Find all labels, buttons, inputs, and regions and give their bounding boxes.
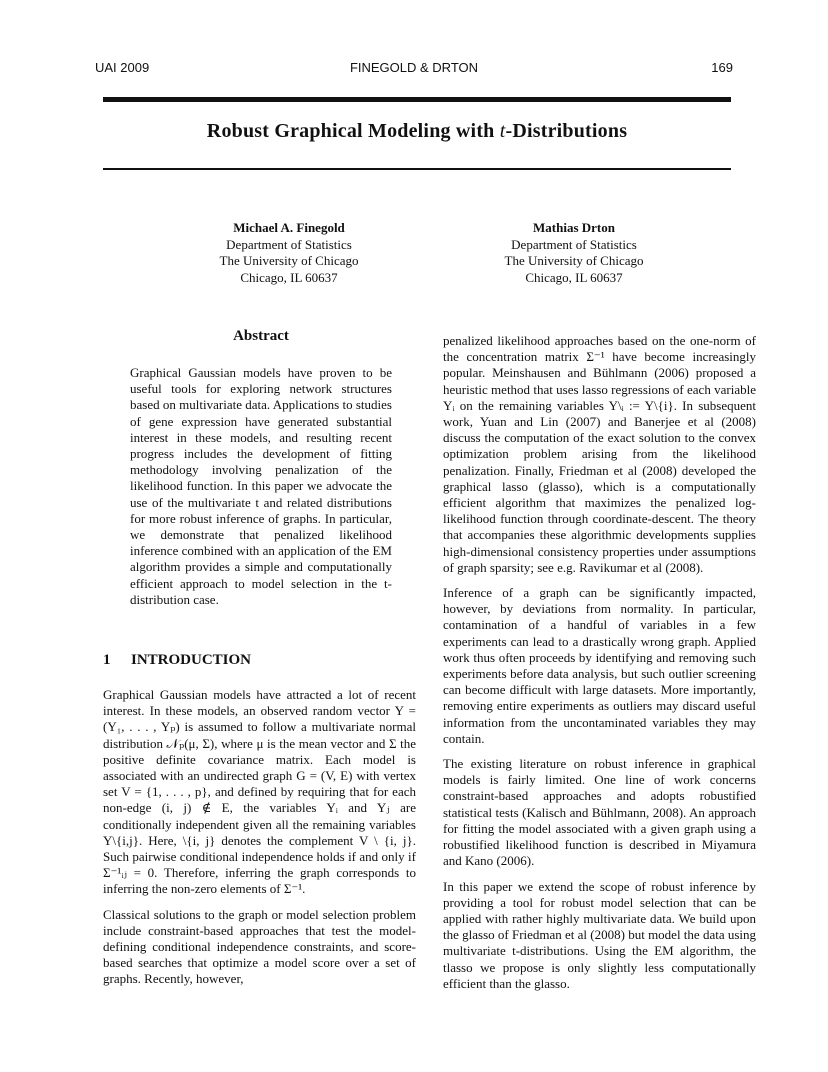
right-column — [443, 333, 756, 992]
paragraph: Classical solutions to the graph or model selection problem include constraint-based approaches that test the model-defining conditional independence constraints, and score-based searches that optimize a model score over a set of graphs. Recently, however, — [103, 906, 416, 987]
paragraph: penalized likelihood approaches based on the one-norm of the concentration matrix Σ⁻¹ have become increasingly popular. Meinshausen and Bühlmann (2006) proposed a heuristic method that uses lasso regressions of each variable Yᵢ on the remaining variables Y\ᵢ := Y\{i}. In subsequent work, Yuan and Lin (2007) and Banerjee et al (2008) discuss the computation of the exact solution to the convex optimization problem arising from the likelihood penalization. Finally, Friedman et al (2008) developed the graphical lasso (glasso), which is a computationally efficient algorithm that maximizes the penalized log-likelihood function through coordinate-descent. The theory that accompanies these algorithmic developments supplies high-dimensional consistency properties under assumptions of graph sparsity; see e.g. Ravikumar et al (2008). — [443, 333, 756, 575]
title-bottom-rule — [103, 168, 731, 170]
author-university: The University of Chicago — [504, 253, 644, 268]
abstract-heading: Abstract — [233, 328, 289, 344]
section-number: 1 — [103, 652, 111, 668]
header-page-number: 169 — [711, 60, 733, 75]
title-italic: t — [499, 120, 506, 142]
author-block-1 — [169, 220, 409, 286]
paragraph: Graphical Gaussian models have attracted a lot of recent interest. In these models, an observed random vector Y = (Y₁, . . . , Yₚ) is assumed to follow a multivariate normal distribution 𝒩ₚ(μ, Σ), where μ is the mean vector and Σ the positive definite covariance matrix. Each model is associated with an undirected graph G = (V, E) with vertex set V = {1, . . . , p}, and defined by requiring that for each non-edge (i, j) ∉ E, the variables Yᵢ and Yⱼ are conditionally independent given all the remaining variables Y\{i,j}. Here, \{i, j} denotes the complement V \ {i, j}. Such pairwise conditional independence holds if and only if Σ⁻¹ᵢⱼ = 0. Therefore, inferring the graph corresponds to inferring the non-zero elements of Σ⁻¹. — [103, 687, 416, 897]
author-city: Chicago, IL 60637 — [240, 269, 338, 285]
paragraph: Inference of a graph can be significantly impacted, however, by deviations from normality. In particular, contamination of a handful of variables in a few experiments can lead to a drastically wrong graph. Applied work thus often proceeds by identifying and removing such experiments before data analysis, but such outlier screening can become difficult with large datasets. More importantly, removing entire experiments as outliers may discard useful information from the uncontaminated variables they may contain. — [443, 585, 756, 746]
title-top-rule — [103, 97, 731, 102]
author-name: Mathias Drton — [533, 220, 615, 235]
author-block-2 — [454, 220, 694, 286]
section-title: INTRODUCTION — [131, 652, 252, 668]
abstract-text: Graphical Gaussian models have proven to be useful tools for exploring network structures based on multivariate data. Applications to studies of gene expression have generated substantial interest in these models, and resulting recent progress includes the development of fitting methodology involving penalization of the likelihood function. In this paper we advocate the use of the multivariate t and related distributions for more robust inference of graphs. In particular, we demonstrate that penalized likelihood inference combined with an application of the EM algorithm provides a simple and computationally efficient approach to model selection in the t-distribution case. — [130, 365, 392, 607]
header-authors: FINEGOLD & DRTON — [349, 60, 479, 75]
author-university: The University of Chicago — [219, 253, 359, 268]
paragraph: The existing literature on robust inference in graphical models is fairly limited. One line of work concerns constraint-based approaches and adopts robustified statistical tests (Kalisch and Bühlmann, 2008). An approach for fitting the model associated with a given graph using a robustified likelihood function is described in Miyamura and Kano (2006). — [443, 756, 756, 869]
section-heading — [103, 652, 251, 669]
author-city: Chicago, IL 60637 — [525, 269, 623, 285]
author-department: Department of Statistics — [511, 236, 637, 252]
paragraph: In this paper we extend the scope of robust inference by providing a tool for robust model selection that can be applied with rather highly multivariate data. We build upon the glasso of Friedman et al (2008) but model the data using multivariate t-distributions. Using the EM algorithm, the tlasso we propose is only slightly less computationally efficient than the glasso. — [443, 878, 757, 991]
title-suffix: -Distributions — [505, 120, 628, 142]
title-prefix: Robust Graphical Modeling with — [206, 120, 500, 142]
left-column — [103, 687, 416, 988]
paper-title — [103, 120, 731, 143]
header-venue: UAI 2009 — [95, 60, 150, 75]
author-name: Michael A. Finegold — [233, 220, 345, 235]
author-department: Department of Statistics — [226, 236, 352, 252]
running-header — [95, 60, 733, 80]
